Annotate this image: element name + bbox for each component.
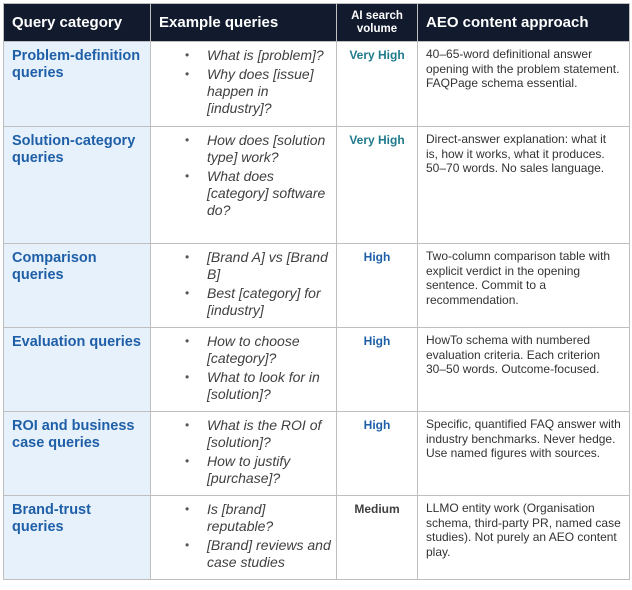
queries-cell <box>151 127 337 244</box>
table-row <box>4 42 630 127</box>
queries-cell <box>151 496 337 580</box>
queries-cell <box>151 412 337 496</box>
approach-cell: 40–65-word definitional answer opening with the problem statement. FAQPage schema essential. <box>418 42 630 127</box>
queries-cell <box>151 42 337 127</box>
header-query-category: Query category <box>4 4 151 42</box>
volume-text: Very High <box>349 133 405 147</box>
bullet-icon: • <box>185 169 190 183</box>
query-item <box>185 285 332 319</box>
query-item <box>185 501 332 535</box>
query-text: Why does [issue] happen in [industry]? <box>207 66 314 116</box>
bullet-icon: • <box>185 502 190 516</box>
query-item <box>185 453 332 487</box>
volume-cell <box>337 244 418 328</box>
bullet-icon: • <box>185 538 190 552</box>
bullet-icon: • <box>185 133 190 147</box>
approach-cell: Specific, quantified FAQ answer with industry benchmarks. Never hedge. Use named figures with sources. <box>418 412 630 496</box>
query-text: How to justify [purchase]? <box>207 453 291 486</box>
header-example-queries: Example queries <box>151 4 337 42</box>
bullet-icon: • <box>185 334 190 348</box>
query-text: What does [category] software do? <box>207 168 326 218</box>
queries-cell <box>151 244 337 328</box>
approach-cell: Two-column comparison table with explicit verdict in the opening sentence. Commit to a recommendation. <box>418 244 630 328</box>
query-item <box>185 249 332 283</box>
bullet-icon: • <box>185 67 190 81</box>
bullet-icon: • <box>185 286 190 300</box>
header-aeo-content-approach: AEO content approach <box>418 4 630 42</box>
volume-cell <box>337 412 418 496</box>
query-list <box>151 132 332 219</box>
query-item <box>185 333 332 367</box>
query-text: Best [category] for [industry] <box>207 285 321 318</box>
query-item <box>185 66 332 117</box>
table-row <box>4 244 630 328</box>
volume-text: High <box>363 250 391 264</box>
bullet-icon: • <box>185 454 190 468</box>
category-cell: Solution-category queries <box>4 127 151 244</box>
volume-cell <box>337 496 418 580</box>
query-item <box>185 369 332 403</box>
query-item <box>185 417 332 451</box>
volume-text: Very High <box>349 48 405 62</box>
table-row <box>4 412 630 496</box>
table-row <box>4 328 630 412</box>
volume-cell <box>337 328 418 412</box>
query-list <box>151 333 332 403</box>
table-row <box>4 127 630 244</box>
query-item <box>185 537 332 571</box>
query-list <box>151 249 332 319</box>
category-cell: Comparison queries <box>4 244 151 328</box>
query-text: What is [problem]? <box>207 47 324 63</box>
category-cell: Brand-trust queries <box>4 496 151 580</box>
approach-cell: HowTo schema with numbered evaluation criteria. Each criterion 30–50 words. Outcome-focused. <box>418 328 630 412</box>
category-cell: ROI and business case queries <box>4 412 151 496</box>
header-ai-search-volume: AI search volume <box>337 4 418 42</box>
query-text: [Brand] reviews and case studies <box>207 537 331 570</box>
query-text: What is the ROI of [solution]? <box>207 417 322 450</box>
query-list <box>151 417 332 487</box>
approach-cell: Direct-answer explanation: what it is, how it works, what it produces. 50–70 words. No sales language. <box>418 127 630 244</box>
queries-cell <box>151 328 337 412</box>
query-text: What to look for in [solution]? <box>207 369 320 402</box>
approach-cell: LLMO entity work (Organisation schema, third-party PR, named case studies). Not purely an AEO content play. <box>418 496 630 580</box>
query-text: [Brand A] vs [Brand B] <box>207 249 328 282</box>
query-item <box>185 132 332 166</box>
table-row <box>4 496 630 580</box>
query-text: How does [solution type] work? <box>207 132 326 165</box>
volume-cell <box>337 127 418 244</box>
query-item <box>185 47 332 64</box>
volume-text: High <box>363 334 391 348</box>
category-cell: Problem-definition queries <box>4 42 151 127</box>
query-list <box>151 47 332 117</box>
bullet-icon: • <box>185 418 190 432</box>
bullet-icon: • <box>185 370 190 384</box>
query-item <box>185 168 332 219</box>
volume-text: High <box>363 418 391 432</box>
query-text: Is [brand] reputable? <box>207 501 274 534</box>
query-list <box>151 501 332 571</box>
query-text: How to choose [category]? <box>207 333 300 366</box>
header-row <box>4 4 630 42</box>
volume-text: Medium <box>354 502 400 516</box>
bullet-icon: • <box>185 48 190 62</box>
category-cell: Evaluation queries <box>4 328 151 412</box>
bullet-icon: • <box>185 250 190 264</box>
query-category-table <box>3 3 630 580</box>
volume-cell <box>337 42 418 127</box>
